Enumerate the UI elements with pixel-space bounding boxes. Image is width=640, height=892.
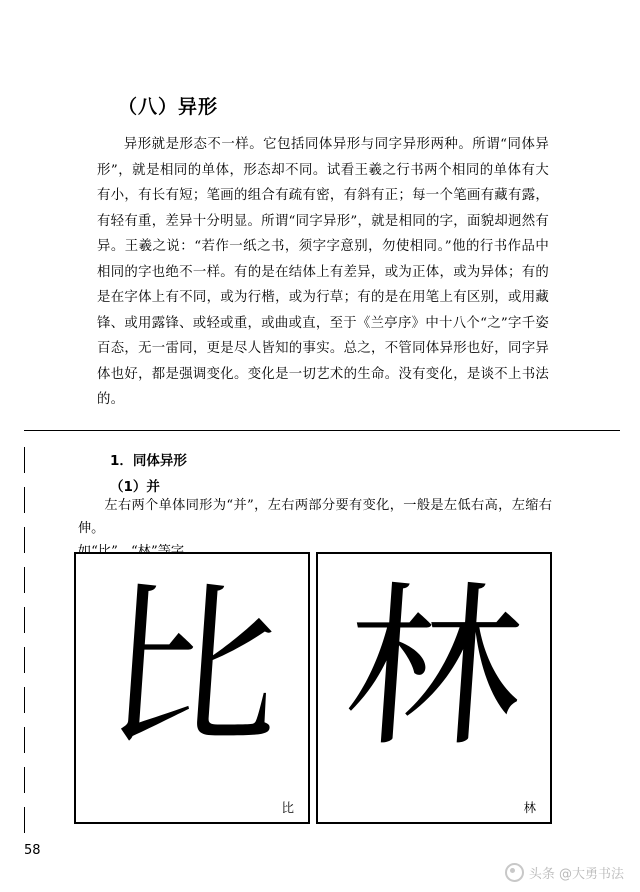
page-number: 58 bbox=[24, 843, 41, 858]
watermark-text: 头条 @大勇书法 bbox=[528, 867, 624, 882]
main-body-text bbox=[97, 132, 549, 413]
margin-tick bbox=[24, 447, 25, 473]
margin-tick bbox=[24, 567, 25, 593]
section-divider bbox=[24, 430, 620, 431]
calligraphy-glyph: 比 bbox=[96, 566, 288, 771]
margin-tick bbox=[24, 807, 25, 833]
margin-tick bbox=[24, 607, 25, 633]
plate-caption: 比 bbox=[281, 800, 294, 815]
plate-caption: 林 bbox=[523, 800, 536, 815]
margin-tick bbox=[24, 487, 25, 513]
item-heading: （1）并 bbox=[110, 479, 160, 495]
calligraphy-plate bbox=[316, 552, 552, 824]
margin-tick bbox=[24, 687, 25, 713]
margin-tick bbox=[24, 727, 25, 753]
margin-tick bbox=[24, 527, 25, 553]
item-paragraph-line-1: 左右两个单体同形为“并”，左右两部分要有变化，一般是左低右高，左缩右伸。 bbox=[78, 498, 552, 536]
calligraphy-plates bbox=[74, 552, 552, 824]
margin-tick bbox=[24, 647, 25, 673]
margin-tick bbox=[24, 767, 25, 793]
calligraphy-plate bbox=[74, 552, 310, 824]
subsection-heading: 1．同体异形 bbox=[110, 453, 187, 469]
main-paragraph: 异形就是形态不一样。它包括同体异形与同字异形两种。所谓“同体异形”，就是相同的单体，形态却不同。试看王羲之行书两个相同的单体有大有小，有长有短；笔画的组合有疏有密，有斜有正；每一个笔画有藏有露，有轻有重，差异十分明显。所谓“同字异形”，就是相同的字，面貌却迥然有异。王羲之说：“若作一纸之书，须字字意别，勿使相同。”他的行书作品中相同的字也绝不一样。有的是在结体上有差异，或为正体，或为异体；有的是在字体上有不同，或为行楷，或为行草；有的是在用笔上有区别，或用藏锋、或用露锋、或轻或重，或曲或直，至于《兰亭序》中十八个“之”字千姿百态，无一雷同，更是尽人皆知的事实。总之，不管同体异形也好，同字异体也好，都是强调变化。变化是一切艺术的生命。没有变化，是谈不上书法的。 bbox=[97, 137, 549, 407]
watermark bbox=[505, 863, 624, 882]
toutiao-icon bbox=[505, 863, 524, 882]
calligraphy-glyph: 林 bbox=[338, 566, 530, 771]
page-title: （八）异形 bbox=[118, 96, 219, 118]
